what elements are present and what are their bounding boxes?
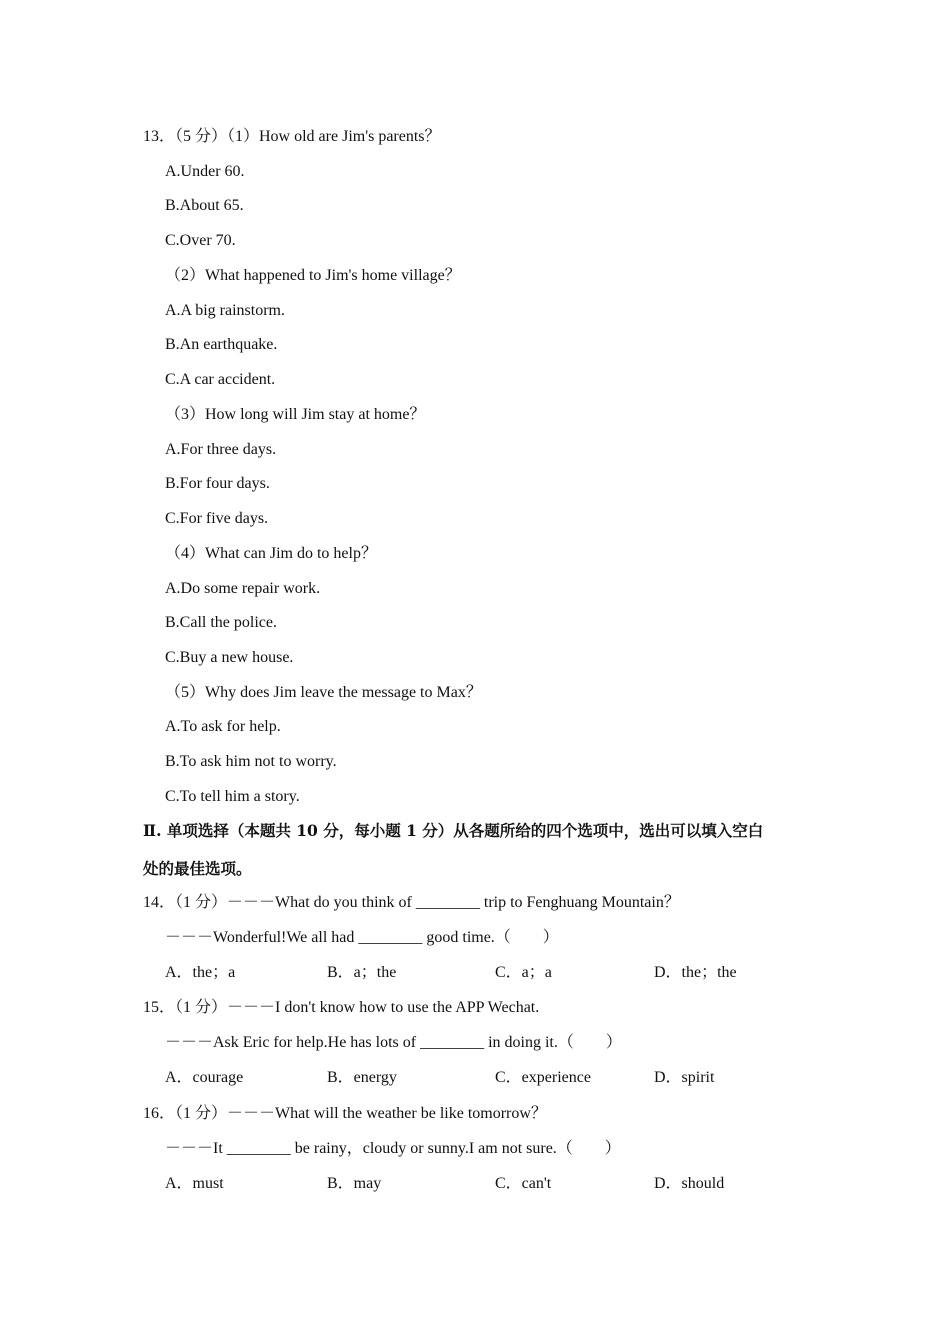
q15-stem: 15．（1 分）－－－I don't know how to use the APP Wechat.	[143, 999, 540, 1016]
q14-choice-b: B．a；the	[327, 964, 397, 981]
q13-5-option-c: C.To tell him a story.	[165, 788, 300, 805]
q14-stem: 14．（1 分）－－－What do you think of ________ trip to Fenghuang Mountain？	[143, 894, 680, 911]
q16-choices	[165, 1174, 805, 1194]
q15-choice-c: C．experience	[495, 1069, 591, 1086]
q13-3-option-b: B.For four days.	[165, 475, 270, 492]
q13-2-option-a: A.A big rainstorm.	[165, 302, 285, 319]
q15-choice-d: D．spirit	[654, 1069, 715, 1086]
q13-4-option-b: B.Call the police.	[165, 614, 277, 631]
q13-1-option-c: C.Over 70.	[165, 232, 236, 249]
q16-stem: 16．（1 分）－－－What will the weather be like tomorrow？	[143, 1105, 547, 1122]
q13-header: 13．（5 分）（1）How old are Jim's parents？	[143, 128, 441, 145]
section-heading-cont: 处的最佳选项。	[143, 859, 252, 878]
q13-3-option-a: A.For three days.	[165, 441, 277, 458]
q13-2-option-c: C.A car accident.	[165, 371, 276, 388]
q13-5-option-b: B.To ask him not to worry.	[165, 753, 337, 770]
q15-response: －－－Ask Eric for help.He has lots of ________ in doing it.（ ）	[165, 1034, 622, 1051]
q16-choice-a: A．must	[165, 1175, 224, 1192]
section-heading: Ⅱ. 单项选择（本题共 10 分，每小题 1 分）从各题所给的四个选项中，选出可以填入空白	[143, 821, 764, 840]
q14-choices	[165, 963, 805, 983]
q13-3-question: （3）How long will Jim stay at home？	[165, 406, 426, 423]
q14-response: －－－Wonderful!We all had ________ good time.（ ）	[165, 929, 559, 946]
q16-response: －－－It ________ be rainy，cloudy or sunny.I am not sure.（ ）	[165, 1140, 621, 1157]
q13-4-option-a: A.Do some repair work.	[165, 580, 321, 597]
q14-choice-a: A．the；a	[165, 964, 236, 981]
q13-1-option-b: B.About 65.	[165, 197, 244, 214]
q13-3-option-c: C.For five days.	[165, 510, 269, 527]
q13-4-option-c: C.Buy a new house.	[165, 649, 294, 666]
q13-2-question: （2）What happened to Jim's home village？	[165, 267, 461, 284]
q13-5-question: （5）Why does Jim leave the message to Max？	[165, 684, 482, 701]
q13-2-option-b: B.An earthquake.	[165, 336, 278, 353]
q13-1-option-a: A.Under 60.	[165, 163, 245, 180]
q14-choice-d: D．the；the	[654, 964, 737, 981]
q15-choice-b: B．energy	[327, 1069, 397, 1086]
q16-choice-b: B．may	[327, 1175, 382, 1192]
q15-choices	[165, 1068, 805, 1088]
q14-choice-c: C．a；a	[495, 964, 552, 981]
q15-choice-a: A．courage	[165, 1069, 244, 1086]
q13-4-question: （4）What can Jim do to help？	[165, 545, 377, 562]
q16-choice-d: D．should	[654, 1175, 725, 1192]
q13-5-option-a: A.To ask for help.	[165, 718, 281, 735]
q16-choice-c: C．can't	[495, 1175, 552, 1192]
